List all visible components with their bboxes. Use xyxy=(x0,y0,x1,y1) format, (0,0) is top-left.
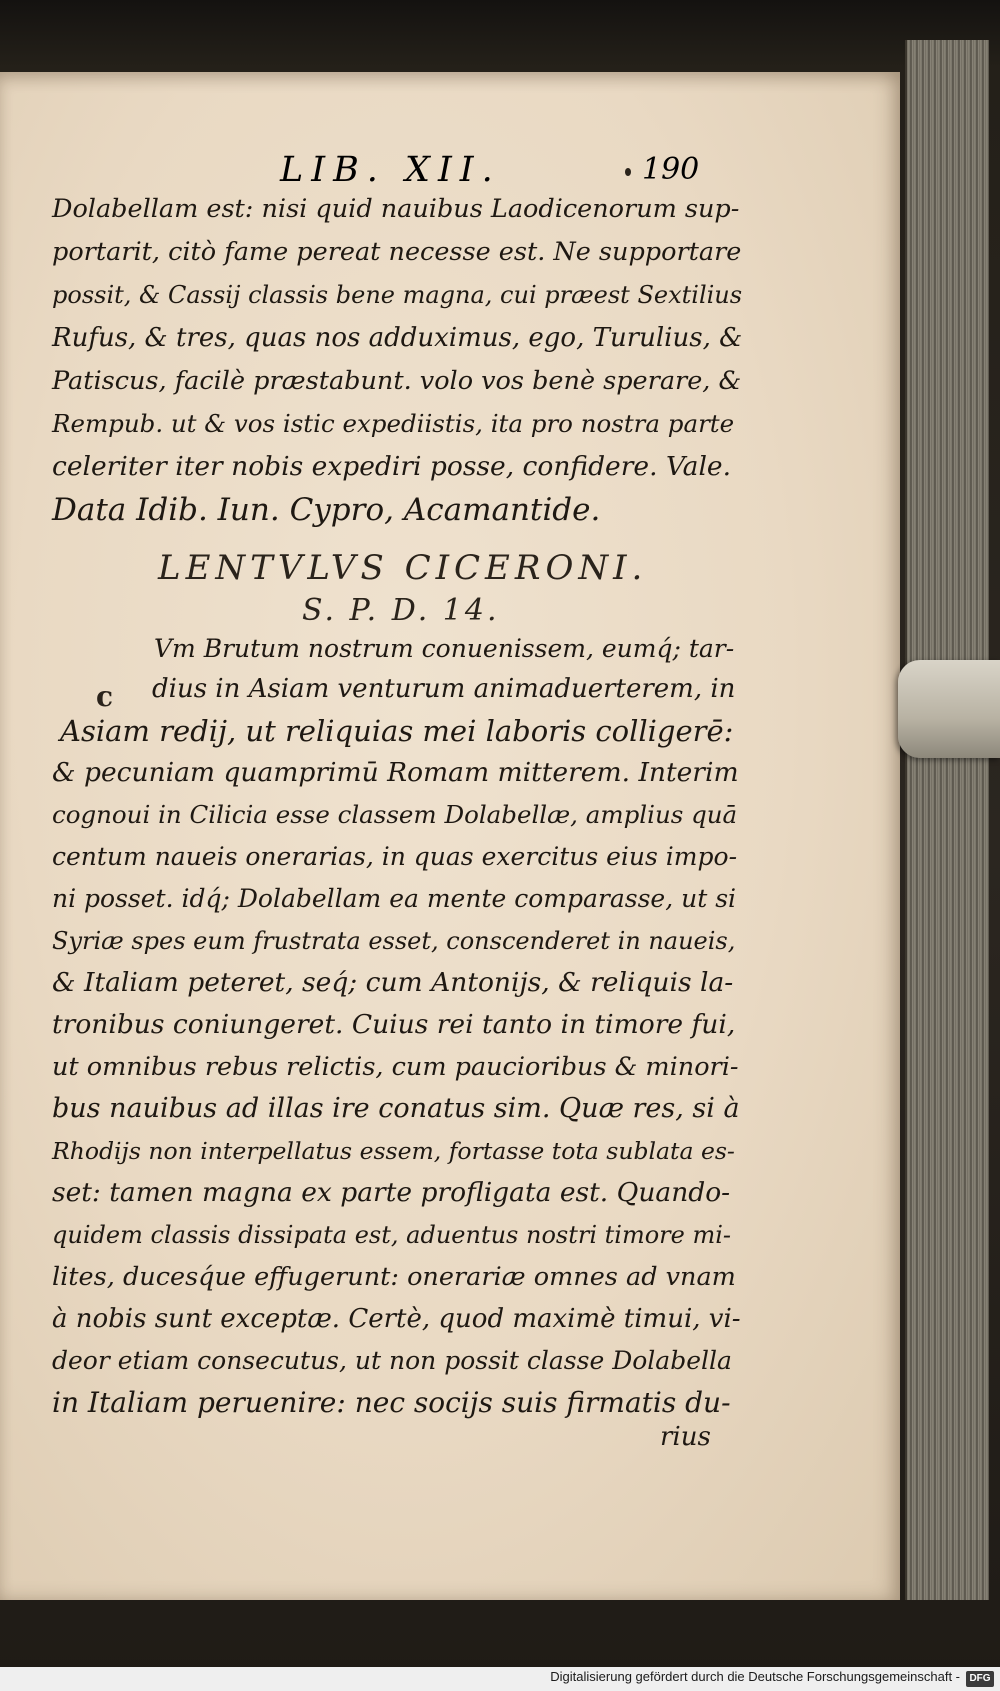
text-line: Data Idib. Iun. Cypro, Acamantide. xyxy=(52,492,601,528)
text-line: ut omnibus rebus relictis, cum paucioribus & minori- xyxy=(52,1052,739,1082)
text-line: celeriter iter nobis expediri posse, confidere. Vale. xyxy=(52,451,732,482)
catchword: rius xyxy=(660,1422,711,1452)
text-line: Dolabellam est: nisi quid nauibus Laodicenorum sup- xyxy=(52,194,740,224)
text-line: deor etiam consecutus, ut non possit classe Dolabella xyxy=(52,1346,732,1375)
dfg-logo: DFG xyxy=(966,1671,994,1687)
text-line: lites, ducesq́ue effugerunt: onerariæ omnes ad vnam xyxy=(52,1262,736,1292)
text-line: centum naueis onerarias, in quas exercitus eius impo- xyxy=(52,842,738,871)
running-head xyxy=(52,150,742,194)
footer-credit: Digitalisierung gefördert durch die Deutsche Forschungsgemeinschaft - xyxy=(550,1669,960,1684)
book-page-edges xyxy=(905,40,989,1600)
text-line: Rufus, & tres, quas nos adduximus, ego, Turulius, & xyxy=(52,323,743,353)
text-line: tronibus coniungeret. Cuius rei tanto in timore fui, xyxy=(52,1009,736,1040)
text-line: Rempub. ut & vos istic expediistis, ita pro nostra parte xyxy=(52,409,735,438)
text-line: & pecuniam quamprimū Romam mitterem. Interim xyxy=(52,757,739,788)
text-line: quidem classis dissipata est, aduentus nostri timore mi- xyxy=(52,1221,732,1249)
running-head-title: LIB. XII. xyxy=(280,150,501,190)
text-line: portarit, citò fame pereat necesse est. Ne supportare xyxy=(52,237,742,267)
margin-note: c xyxy=(96,680,114,713)
text-line: Rhodijs non interpellatus essem, fortasse tota sublata es- xyxy=(52,1137,735,1165)
text-line: à nobis sunt exceptæ. Certè, quod maximè timui, vi- xyxy=(52,1304,741,1334)
text-line: ni posset. idq́; Dolabellam ea mente comparasse, ut si xyxy=(52,884,737,913)
text-line: dius in Asiam venturum animaduerterem, in xyxy=(152,674,736,704)
text-line: possit, & Cassij classis bene magna, cui præest Sextilius xyxy=(52,281,743,309)
text-line: Syriæ spes eum frustrata esset, conscenderet in naueis, xyxy=(52,927,736,955)
text-line: set: tamen magna ex parte profligata est. Quando- xyxy=(52,1177,731,1208)
text-line: Patiscus, facilè præstabunt. volo vos benè sperare, & xyxy=(52,366,742,396)
footer-bar xyxy=(0,1667,1000,1691)
text-line: in Italiam peruenire: nec socijs suis firmatis du- xyxy=(52,1386,731,1419)
text-line: cognoui in Cilicia esse classem Dolabellæ, amplius quā xyxy=(52,800,738,829)
page-number: 190 xyxy=(642,152,700,187)
book-clip xyxy=(898,660,1000,758)
letter-heading-title: LENTVLVS CICERONI. xyxy=(158,548,648,588)
text-line: Asiam redij, ut reliquias mei laboris colligerē: xyxy=(60,714,734,748)
text-line: bus nauibus ad illas ire conatus sim. Quæ res, si à xyxy=(52,1093,740,1124)
text-line: & Italiam peteret, seq́; cum Antonijs, & reliquis la- xyxy=(52,967,734,998)
text-line: Vm Brutum nostrum conuenissem, eumq́; tar- xyxy=(154,634,735,663)
letter-heading-subtitle: S. P. D. 14. xyxy=(302,593,500,628)
